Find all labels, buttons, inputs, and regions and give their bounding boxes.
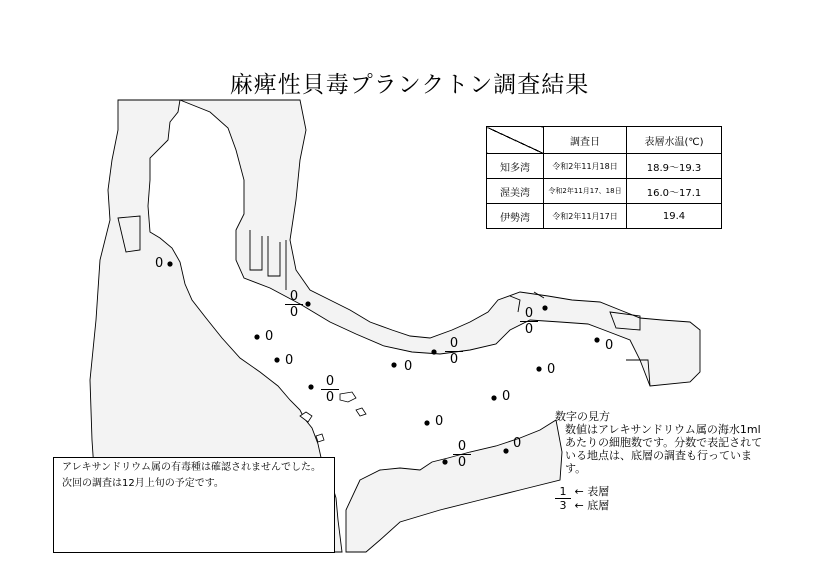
- station-fraction-13: [453, 440, 471, 469]
- island-2: [340, 392, 356, 402]
- legend-key-top-label: 表層: [587, 485, 610, 498]
- station-dot-3: [254, 334, 259, 339]
- row-date: 令和2年11月17日: [544, 204, 627, 229]
- station-dot-14: [503, 448, 508, 453]
- table-header-row: [487, 127, 722, 154]
- table-corner-cell: [487, 127, 544, 154]
- station-value-11: 0: [502, 389, 511, 404]
- bottom-value: 0: [524, 322, 534, 337]
- row-area: 伊勢湾: [487, 204, 544, 229]
- legend-key-bottom: [555, 499, 609, 512]
- note-line-1: アレキサンドリウム属の有毒種は確認されませんでした。: [62, 462, 321, 473]
- bottom-value: 0: [457, 455, 467, 470]
- surface-value: 0: [321, 375, 339, 390]
- station-value-14: 0: [513, 436, 522, 451]
- station-value-10: 0: [547, 362, 556, 377]
- station-value-6: 0: [404, 359, 413, 374]
- station-value-1: 0: [155, 256, 164, 271]
- row-temp: 16.0～17.1: [627, 179, 722, 204]
- station-dot-4: [274, 357, 279, 362]
- station-value-4: 0: [285, 353, 294, 368]
- legend-arrow-icon: ←: [574, 485, 584, 498]
- legend-key-bottom-num: 3: [559, 499, 567, 512]
- surface-value: 0: [285, 290, 303, 305]
- survey-table: [486, 126, 722, 229]
- bottom-value: 0: [449, 352, 459, 367]
- row-temp: 18.9～19.3: [627, 154, 722, 179]
- page-title: 麻痺性貝毒プランクトン調査結果: [229, 72, 590, 98]
- station-fraction-5: [321, 375, 339, 404]
- row-date: 令和2年11月18日: [544, 154, 627, 179]
- station-value-9: 0: [605, 338, 614, 353]
- row-temp: 19.4: [627, 204, 722, 229]
- legend-body: 数値はアレキサンドリウム属の海水1mlあたりの細胞数です。分数で表記されている地点は、底層の調査も行っています。: [565, 423, 763, 475]
- surface-value: 0: [445, 337, 463, 352]
- station-dot-1: [167, 261, 172, 266]
- island-4: [316, 434, 324, 442]
- station-dot-11: [491, 395, 496, 400]
- station-dot-9: [594, 337, 599, 342]
- station-dot-8: [542, 305, 547, 310]
- surface-value: 0: [453, 440, 471, 455]
- station-dot-6: [391, 362, 396, 367]
- bottom-value: 0: [325, 390, 335, 405]
- note-line-2: 次回の調査は12月上旬の予定です。: [62, 478, 224, 489]
- header-temp: 表層水温(℃): [627, 127, 722, 154]
- row-area: 渥美湾: [487, 179, 544, 204]
- station-dot-2: [305, 301, 310, 306]
- legend-key-surface: [555, 485, 609, 499]
- station-dot-12: [424, 420, 429, 425]
- row-area: 知多湾: [487, 154, 544, 179]
- legend-title: 数字の見方: [555, 410, 610, 423]
- station-dot-5: [308, 384, 313, 389]
- legend-key-top-num: 1: [555, 485, 571, 499]
- station-dot-10: [536, 366, 541, 371]
- station-fraction-8: [520, 307, 538, 336]
- station-fraction-2: [285, 290, 303, 319]
- legend-box: [555, 410, 765, 512]
- island-3: [356, 408, 366, 416]
- station-dot-13: [442, 459, 447, 464]
- note-box: [53, 457, 335, 553]
- row-date: 令和2年11月17、18日: [544, 179, 627, 204]
- station-value-3: 0: [265, 329, 274, 344]
- header-date: 調査日: [544, 127, 627, 154]
- station-dot-7: [431, 349, 436, 354]
- table-row: [487, 179, 722, 204]
- station-fraction-7: [445, 337, 463, 366]
- table-row: [487, 204, 722, 229]
- surface-value: 0: [520, 307, 538, 322]
- legend-arrow-icon: ←: [574, 499, 584, 512]
- table-row: [487, 154, 722, 179]
- legend-key-bottom-label: 底層: [587, 499, 610, 512]
- station-value-12: 0: [435, 414, 444, 429]
- bottom-value: 0: [289, 305, 299, 320]
